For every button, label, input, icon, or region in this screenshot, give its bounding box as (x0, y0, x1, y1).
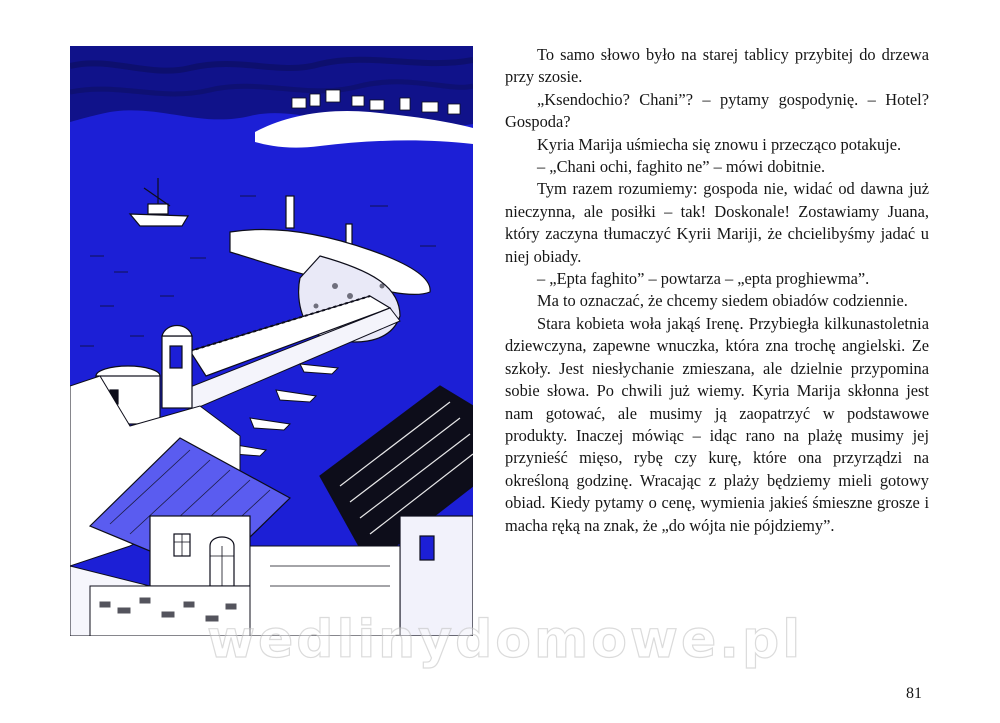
paragraph: „Ksendochio? Chani”? – pytamy gospodynię. – Hotel? Gospoda? (505, 89, 929, 132)
page-number: 81 (906, 685, 922, 702)
paragraph: – „Chani ochi, faghito ne” – mówi dobitnie. (537, 157, 826, 177)
harbor-illustration (70, 46, 473, 636)
text-column (505, 44, 929, 537)
paragraph: Ma to oznaczać, że chcemy siedem obiadów codziennie. (537, 291, 908, 311)
paragraph: Stara kobieta woła jakąś Irenę. Przybiegła kilkunastoletnia dziewczyna, zapewne wnuczka, która zna trochę angielski. Ze szkoły. Jest niesłychanie zmieszana, ale dzielnie przypomina sobie słowa. Po chwili już wiemy. Kyria Marija skłonna jest nam gotować, ale musimy ją zaopatrzyć w podstawowe produkty. Inaczej mówiąc – idąc rano na plażę musimy jej przynieść mięso, rybę czy kurę, które ona przyrządzi na określoną godzinę. Wracając z plaży będziemy mieli gotowy obiad. Kiedy pytamy o cenę, wymienia jakieś śmieszne grosze i macha ręką na znak, że „do wójta nie pójdziemy”. (505, 313, 929, 535)
paragraph: Tym razem rozumiemy: gospoda nie, widać od dawna już nieczynna, ale posiłki – tak! Doskonale! Zostawiamy Juana, który zaczyna tłumaczyć Kyrii Mariji, że chcielibyśmy jadać u niej obiady. (505, 179, 929, 266)
paragraph: To samo słowo było na starej tablicy przybitej do drzewa przy szosie. (505, 45, 929, 87)
watermark: wedlinydomowe.pl (206, 610, 804, 670)
paragraph: Kyria Marija uśmiecha się znowu i przecząco potakuje. (537, 134, 902, 154)
paragraph: – „Epta faghito” – powtarza – „epta proghiewma”. (537, 269, 870, 289)
